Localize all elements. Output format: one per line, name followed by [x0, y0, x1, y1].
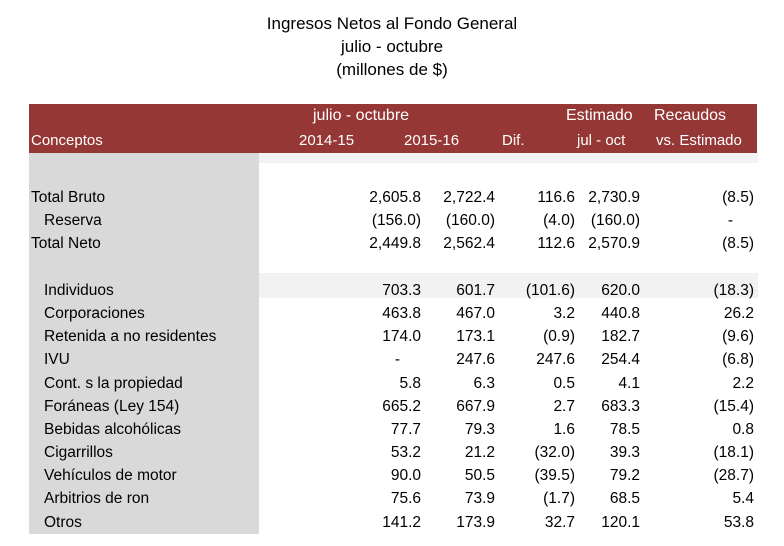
row-label: Individuos: [44, 281, 114, 299]
row-label: Total Neto: [31, 235, 101, 253]
table-header-row-2: [29, 129, 757, 153]
cell-estimado: 4.1: [618, 374, 640, 392]
cell-vs-estimado: (8.5): [722, 189, 754, 206]
cell-dif: 32.7: [544, 513, 575, 531]
table-row: [29, 348, 757, 371]
header-col-dif: Dif.: [502, 132, 525, 149]
cell-2014: 174.0: [382, 328, 421, 346]
cell-estimado: 120.1: [601, 513, 640, 531]
header-col-vs: vs. Estimado: [656, 132, 742, 149]
cell-2014: 2,449.8: [369, 235, 421, 253]
cell-2014: (156.0): [371, 212, 421, 230]
row-label: Arbitrios de ron: [44, 490, 150, 508]
cell-2015: 73.9: [464, 490, 495, 508]
table-row: [29, 418, 757, 441]
cell-vs-estimado: 53.8: [723, 513, 754, 531]
cell-estimado: 254.4: [601, 351, 640, 369]
table-row: [29, 302, 757, 325]
cell-vs-estimado: (18.1): [713, 444, 754, 462]
table-row: [29, 232, 757, 255]
cell-2014: 2,605.8: [369, 189, 421, 206]
cell-2015: 6.3: [473, 374, 495, 392]
cell-vs-estimado: 26.2: [723, 304, 754, 322]
cell-dif: (39.5): [534, 467, 575, 485]
header-conceptos: Conceptos: [31, 132, 103, 149]
table-header-row-1: [29, 104, 757, 129]
cell-estimado: 440.8: [601, 304, 640, 322]
row-label: IVU: [44, 351, 70, 369]
cell-2015: 2,722.4: [443, 189, 495, 206]
cell-estimado: 2,730.9: [588, 189, 640, 206]
table-row: [29, 441, 757, 464]
cell-dif: 2.7: [553, 397, 575, 415]
cell-dif: (101.6): [525, 281, 575, 299]
cell-dif: (4.0): [543, 212, 575, 230]
cell-2015: 173.1: [456, 328, 495, 346]
cell-dif: 0.5: [553, 374, 575, 392]
row-label: Foráneas (Ley 154): [44, 397, 180, 415]
table-row: [29, 325, 757, 348]
cell-estimado: 39.3: [609, 444, 640, 462]
cell-dif: 116.6: [537, 189, 575, 206]
report-units: (millones de $): [336, 60, 448, 79]
row-label: Total Bruto: [31, 189, 106, 206]
header-col-2014: 2014-15: [299, 132, 355, 149]
cell-vs-estimado: (6.8): [722, 351, 754, 369]
cell-vs-estimado: 5.4: [732, 490, 754, 508]
cell-dif: 112.6: [537, 235, 575, 253]
spacer-row: [29, 256, 757, 279]
cell-estimado: 79.2: [609, 467, 640, 485]
table-row: [29, 395, 757, 418]
cell-estimado: 68.5: [609, 490, 640, 508]
spacer-row: [29, 153, 757, 186]
cell-estimado: 683.3: [601, 397, 640, 415]
table-row: [29, 464, 757, 487]
cell-dif: 3.2: [553, 304, 575, 322]
cell-dif: (32.0): [534, 444, 575, 462]
cell-vs-estimado: (28.7): [713, 467, 754, 485]
cell-dif: (1.7): [543, 490, 575, 508]
cell-2015: 2,562.4: [443, 235, 495, 253]
cell-estimado: 78.5: [609, 420, 640, 438]
header-col-2015: 2015-16: [404, 132, 460, 149]
row-label: Bebidas alcohólicas: [44, 420, 182, 438]
report-title: Ingresos Netos al Fondo General: [266, 14, 518, 33]
cell-vs-estimado: 0.8: [732, 420, 754, 438]
row-label: Vehículos de motor: [44, 467, 177, 485]
cell-estimado: 182.7: [601, 328, 640, 346]
row-label: Corporaciones: [44, 304, 145, 322]
row-label: Retenida a no residentes: [44, 328, 217, 346]
cell-vs-estimado: (15.4): [713, 397, 754, 415]
table-row: [29, 279, 757, 302]
cell-2014: 75.6: [390, 490, 421, 508]
cell-2015: 79.3: [464, 420, 495, 438]
revenue-table: [29, 104, 757, 534]
cell-2014: 665.2: [382, 397, 421, 415]
report-period: julio - octubre: [340, 37, 444, 56]
cell-2015: 173.9: [456, 513, 495, 531]
row-label: Reserva: [44, 212, 102, 230]
header-period-group: julio - octubre: [313, 107, 410, 124]
row-label: Cigarrillos: [44, 444, 113, 462]
cell-2015: 601.7: [456, 281, 495, 299]
cell-2015: 667.9: [456, 397, 495, 415]
cell-dif: 1.6: [553, 420, 575, 438]
cell-vs-estimado: (18.3): [713, 281, 754, 299]
table-row: [29, 209, 757, 232]
cell-2015: (160.0): [445, 212, 495, 230]
header-recaudos: Recaudos: [654, 107, 727, 124]
cell-vs-estimado: 2.2: [732, 374, 754, 392]
cell-2015: 50.5: [464, 467, 495, 485]
cell-2014: -: [394, 351, 400, 369]
cell-estimado: 620.0: [601, 281, 640, 299]
cell-vs-estimado: -: [727, 212, 733, 230]
cell-dif: 247.6: [536, 351, 575, 369]
cell-2014: 77.7: [390, 420, 421, 438]
table-row: [29, 487, 757, 510]
cell-2014: 463.8: [382, 304, 421, 322]
cell-2014: 5.8: [399, 374, 421, 392]
row-label: Cont. s la propiedad: [44, 374, 183, 392]
table-row: [29, 372, 757, 395]
cell-estimado: 2,570.9: [588, 235, 640, 253]
cell-dif: (0.9): [543, 328, 575, 346]
cell-vs-estimado: (8.5): [722, 235, 754, 253]
cell-2014: 90.0: [390, 467, 421, 485]
cell-vs-estimado: (9.6): [722, 328, 754, 346]
cell-2015: 467.0: [456, 304, 495, 322]
cell-2014: 53.2: [390, 444, 421, 462]
cell-2015: 21.2: [464, 444, 495, 462]
cell-estimado: (160.0): [590, 212, 640, 230]
row-label: Otros: [44, 513, 82, 531]
report-title-block: [0, 12, 784, 81]
cell-2014: 141.2: [382, 513, 421, 531]
header-col-juloct: jul - oct: [577, 132, 626, 149]
header-estimado: Estimado: [566, 107, 633, 124]
cell-2015: 247.6: [456, 351, 495, 369]
table-row: [29, 186, 757, 209]
table-row: [29, 511, 757, 534]
table-body: [29, 153, 757, 534]
cell-2014: 703.3: [382, 281, 421, 299]
